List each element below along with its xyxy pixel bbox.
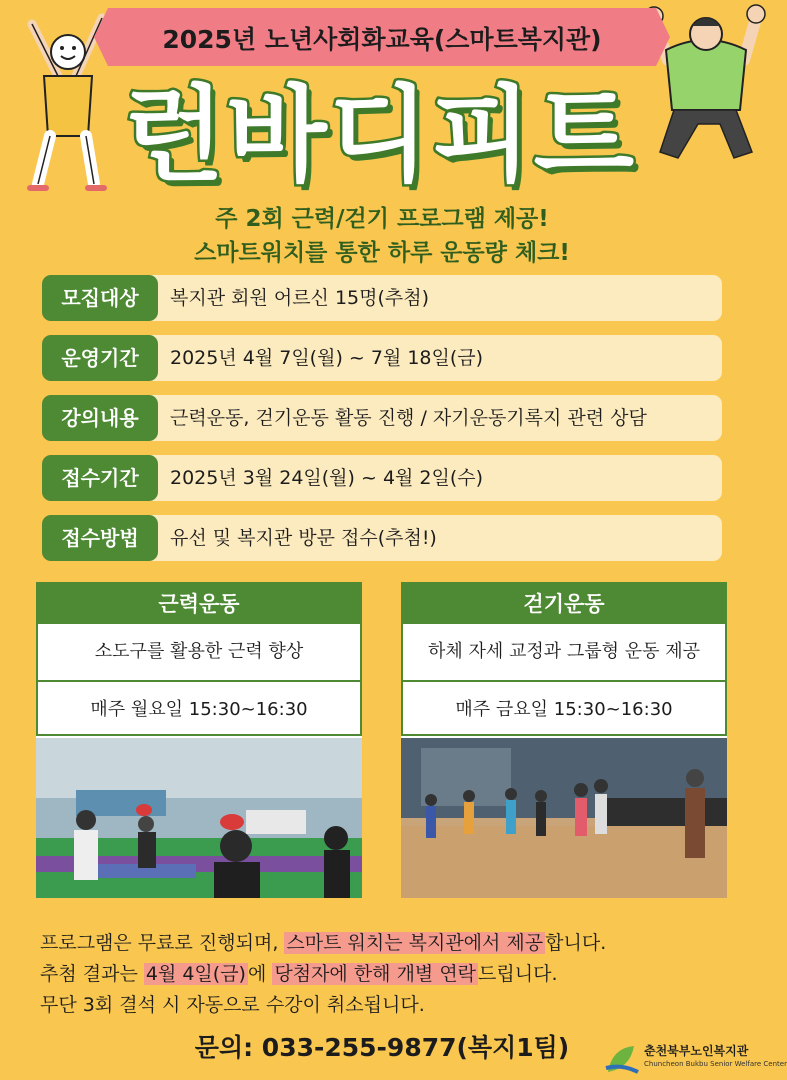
program-description: 하체 자세 교정과 그룹형 운동 제공 bbox=[401, 624, 727, 680]
info-row-recruitment bbox=[42, 275, 722, 321]
program-schedule: 매주 월요일 15:30~16:30 bbox=[36, 680, 362, 736]
welfare-center-logo bbox=[604, 1040, 787, 1080]
notice-highlight: 4월 4일(금) bbox=[145, 963, 246, 985]
notice-line-2 bbox=[40, 959, 558, 986]
info-label: 운영기간 bbox=[42, 335, 158, 381]
notice-text: 프로그램은 무료로 진행되며, bbox=[40, 932, 285, 954]
info-row-period bbox=[42, 335, 722, 381]
walking-exercise-photo bbox=[401, 738, 727, 898]
program-ribbon-banner bbox=[108, 8, 656, 66]
notice-line-3: 무단 3회 결석 시 자동으로 수강이 취소됩니다. bbox=[40, 994, 425, 1016]
notice-highlight: 당첨자에 한해 개별 연락 bbox=[274, 963, 477, 985]
info-value: 근력운동, 걷기운동 활동 진행 / 자기운동기록지 관련 상담 bbox=[170, 407, 647, 429]
info-label: 접수방법 bbox=[42, 515, 158, 561]
logo-english-name: Chuncheon Bukbu Senior Welfare Center bbox=[644, 1060, 787, 1068]
info-row-content bbox=[42, 395, 722, 441]
info-label: 강의내용 bbox=[42, 395, 158, 441]
program-card-walking bbox=[401, 582, 727, 898]
info-row-application-period bbox=[42, 455, 722, 501]
info-row-application-method bbox=[42, 515, 722, 561]
info-label: 모집대상 bbox=[42, 275, 158, 321]
program-description: 소도구를 활용한 근력 향상 bbox=[36, 624, 362, 680]
notice-text: 합니다. bbox=[545, 932, 607, 954]
info-value: 2025년 4월 7일(월) ~ 7월 18일(금) bbox=[170, 347, 484, 369]
logo-name: 춘천북부노인복지관 bbox=[644, 1044, 749, 1058]
strength-exercise-photo bbox=[36, 738, 362, 898]
notice-text: 추첨 결과는 bbox=[40, 963, 144, 985]
program-title: 걷기운동 bbox=[401, 582, 727, 624]
info-label: 접수기간 bbox=[42, 455, 158, 501]
info-value: 2025년 3월 24일(월) ~ 4월 2일(수) bbox=[170, 467, 484, 489]
info-value: 복지관 회원 어르신 15명(추첨) bbox=[170, 287, 430, 309]
main-title: 런바디피트 bbox=[123, 74, 637, 196]
notice-highlight: 스마트 워치는 복지관에서 제공 bbox=[286, 932, 544, 954]
program-schedule: 매주 금요일 15:30~16:30 bbox=[401, 680, 727, 736]
program-title: 근력운동 bbox=[36, 582, 362, 624]
contact-info: 문의: 033-255-9877(복지1팀) bbox=[194, 1033, 570, 1062]
subtitle-line-1: 주 2회 근력/걷기 프로그램 제공! bbox=[215, 206, 549, 232]
ribbon-title: 2025년 노년사회화교육(스마트복지관) bbox=[162, 25, 602, 54]
notice-text: 에 bbox=[247, 963, 273, 985]
leaf-logo-icon bbox=[604, 1042, 640, 1078]
subtitle-line-2: 스마트워치를 통한 하루 운동량 체크! bbox=[194, 240, 570, 266]
notice-text: 드립니다. bbox=[478, 963, 558, 985]
info-value: 유선 및 복지관 방문 접수(추첨!) bbox=[170, 527, 437, 549]
program-card-strength bbox=[36, 582, 362, 898]
notice-line-1 bbox=[40, 928, 606, 955]
